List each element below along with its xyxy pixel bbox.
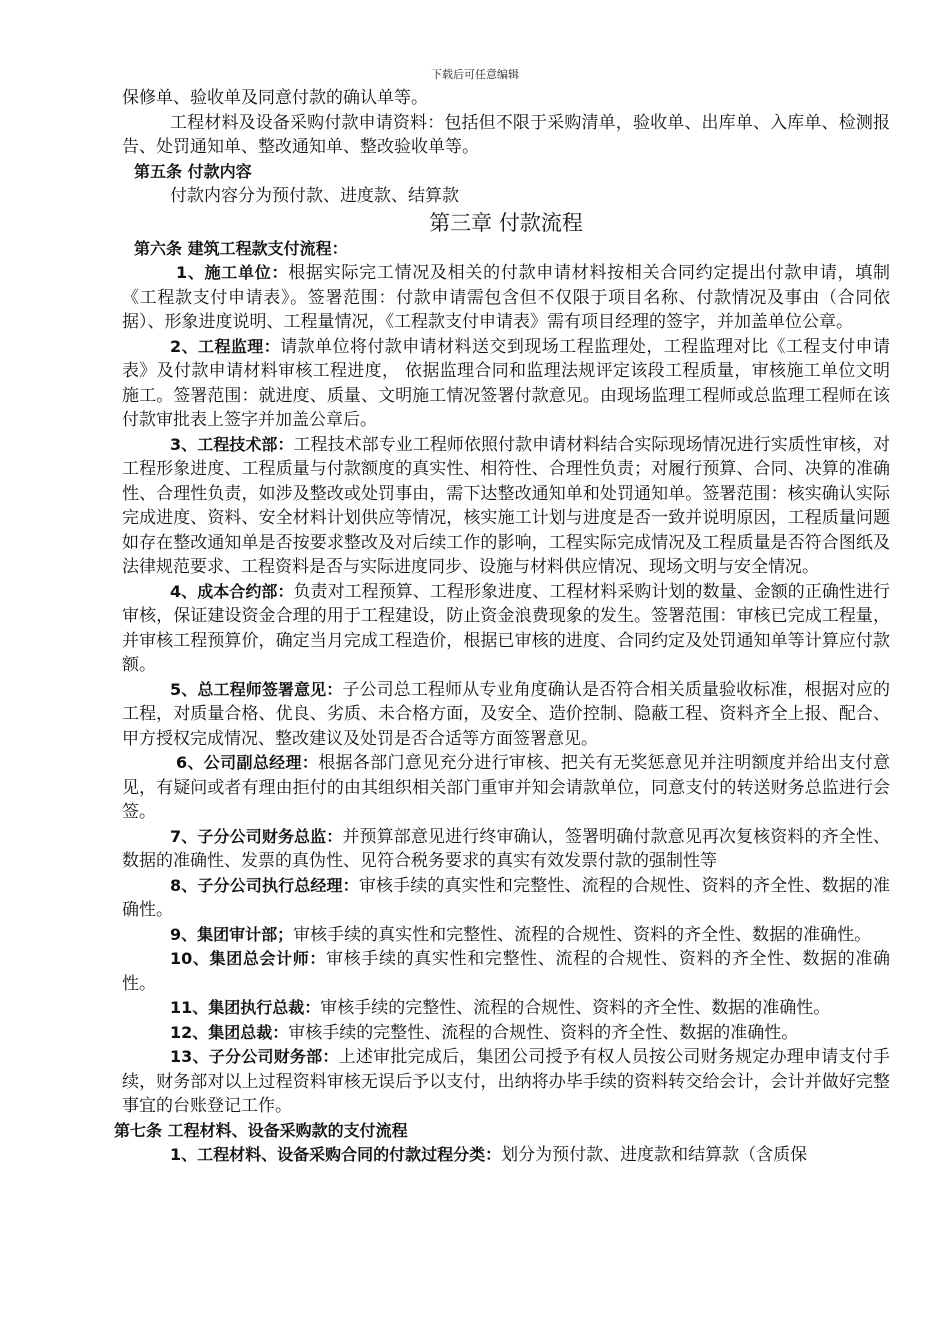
list-item xyxy=(122,335,890,433)
paragraph: 工程材料及设备采购付款申请资料：包括但不限于采购清单，验收单、出库单、入库单、检测报告、处罚通知单、整改通知单、整改验收单等。 xyxy=(122,112,890,157)
paragraph: 付款内容分为预付款、进度款、结算款 xyxy=(170,186,459,206)
list-item xyxy=(122,1045,890,1119)
item-label: 11、集团执行总裁： xyxy=(170,998,321,1017)
list-item xyxy=(122,825,890,874)
item-label: 1、工程材料、设备采购合同的付款过程分类： xyxy=(170,1145,502,1164)
item-text: 根据实际完工情况及相关的付款申请材料按相关合同约定提出付款申请，填制《工程款支付申请表》。签署范围：付款申请需包含但不仅限于项目名称、付款情况及事由（合同依据）、形象进度说明、工程量情况，《工程款支付申请表》需有项目经理的签字，并加盖单位公章。 xyxy=(122,263,890,332)
item-label: 13、子分公司财务部： xyxy=(170,1047,339,1066)
list-item xyxy=(122,996,890,1021)
item-text: 审核手续的真实性和完整性、流程的合规性、资料的齐全性、数据的准确性。 xyxy=(122,949,890,994)
article-5-heading: 第五条 付款内容 xyxy=(134,161,252,181)
item-label: 8、子分公司执行总经理： xyxy=(170,875,359,895)
item-text: 审核手续的完整性、流程的合规性、资料的齐全性、数据的准确性。 xyxy=(288,1022,799,1043)
list-item xyxy=(122,261,890,335)
list-item xyxy=(122,923,890,948)
page-header: 下载后可任意编辑 xyxy=(431,68,519,81)
item-text: 划分为预付款、进度款和结算款（含质保 xyxy=(501,1145,808,1165)
item-label: 4、成本合约部： xyxy=(170,581,294,601)
item-label: 1、施工单位： xyxy=(176,263,289,282)
list-item xyxy=(122,874,890,923)
item-label: 10、集团总会计师： xyxy=(170,949,327,968)
item-label: 6、公司副总经理： xyxy=(176,753,319,772)
item-text: 上述审批完成后，集团公司授予有权人员按公司财务规定办理申请支付手续，财务部对以上过程资料审核无误后予以支付，出纳将办毕手续的资料转交给会计，会计并做好完整事宜的台账登记工作。 xyxy=(122,1047,890,1116)
item-label: 2、工程监理： xyxy=(170,336,281,356)
list-item xyxy=(122,678,890,752)
list-item xyxy=(122,580,890,678)
item-text: 工程技术部专业工程师依照付款申请材料结合实际现场情况进行实质性审核，对工程形象进度、工程质量与付款额度的真实性、相符性、合理性负责；对履行预算、合同、决算的准确性、合理性负责，如涉及整改或处罚事由，需下达整改通知单和处罚通知单。签署范围：核实确认实际完成进度、资料、安全材料计划供应等情况，核实施工计划与进度是否一致并说明原因，工程质量问题如存在整改通知单是否按要求整改及对后续工作的影响，工程实际完成情况及工程质量是否符合图纸及法律规范要求、工程资料是否与实际进度同步、设施与材料供应情况、现场文明与安全情况。 xyxy=(122,434,891,577)
item-text: 根据各部门意见充分进行审核、把关有无奖惩意见并注明额度并给出支付意见，有疑问或者有理由拒付的由其组织相关部门重审并知会请款单位，同意支付的转送财务总监进行会签。 xyxy=(122,753,891,822)
list-item xyxy=(122,947,890,996)
item-label: 12、集团总裁： xyxy=(170,1022,289,1042)
item-text: 并预算部意见进行终审确认，签署明确付款意见再次复核资料的齐全性、数据的准确性、发票的真伪性、见符合税务要求的真实有效发票付款的强制性等 xyxy=(122,826,890,871)
list-item xyxy=(122,433,890,580)
article-7-heading: 第七条 工程材料、设备采购款的支付流程 xyxy=(114,1120,408,1140)
document-body xyxy=(114,86,891,1168)
item-text: 负责对工程预算、工程形象进度、工程材料采购计划的数量、金额的正确性进行审核，保证建设资金合理的用于工程建设，防止资金浪费现象的发生。签署范围：审核已完成工程量，并审核工程预算价，确定当月完成工程造价，根据已审核的进度、合同约定及处罚通知单等计算应付款额。 xyxy=(122,581,891,675)
item-label: 7、子分公司财务总监： xyxy=(170,826,343,846)
item-label: 3、工程技术部： xyxy=(170,434,294,454)
item-text: 审核手续的完整性、流程的合规性、资料的齐全性、数据的准确性。 xyxy=(320,998,831,1018)
item-text: 审核手续的真实性和完整性、流程的合规性、资料的齐全性、数据的准确性。 xyxy=(293,924,872,945)
item-label: 9、集团审计部； xyxy=(170,924,294,944)
item-text: 请款单位将付款申请材料送交到现场工程监理处，工程监理对比《工程支付申请表》及付款申请材料审核工程进度， 依据监理合同和监理法规评定该段工程质量，审核施工单位文明施工。签署范围：就进度、质量、文明施工情况签署付款意见。由现场监理工程师或总监理工程师在该付款审批表上签字并加盖公章后。 xyxy=(122,336,890,430)
item-text: 审核手续的真实性和完整性、流程的合规性、资料的齐全性、数据的准确性。 xyxy=(122,875,890,920)
article-6-heading: 第六条 建筑工程款支付流程： xyxy=(134,238,348,258)
item-label: 5、总工程师签署意见： xyxy=(170,679,343,699)
list-item xyxy=(122,1021,890,1046)
item-text: 子公司总工程师从专业角度确认是否符合相关质量验收标准，根据对应的工程，对质量合格、优良、劣质、未合格方面，及安全、造价控制、隐蔽工程、资料齐全上报、配合、甲方授权完成情况、整改建议及处罚是否合适等方面签署意见。 xyxy=(122,679,890,749)
paragraph: 保修单、验收单及同意付款的确认单等。 xyxy=(122,88,428,108)
chapter-heading: 第三章 付款流程 xyxy=(429,210,583,235)
list-item xyxy=(122,1143,890,1168)
list-item xyxy=(122,751,890,825)
